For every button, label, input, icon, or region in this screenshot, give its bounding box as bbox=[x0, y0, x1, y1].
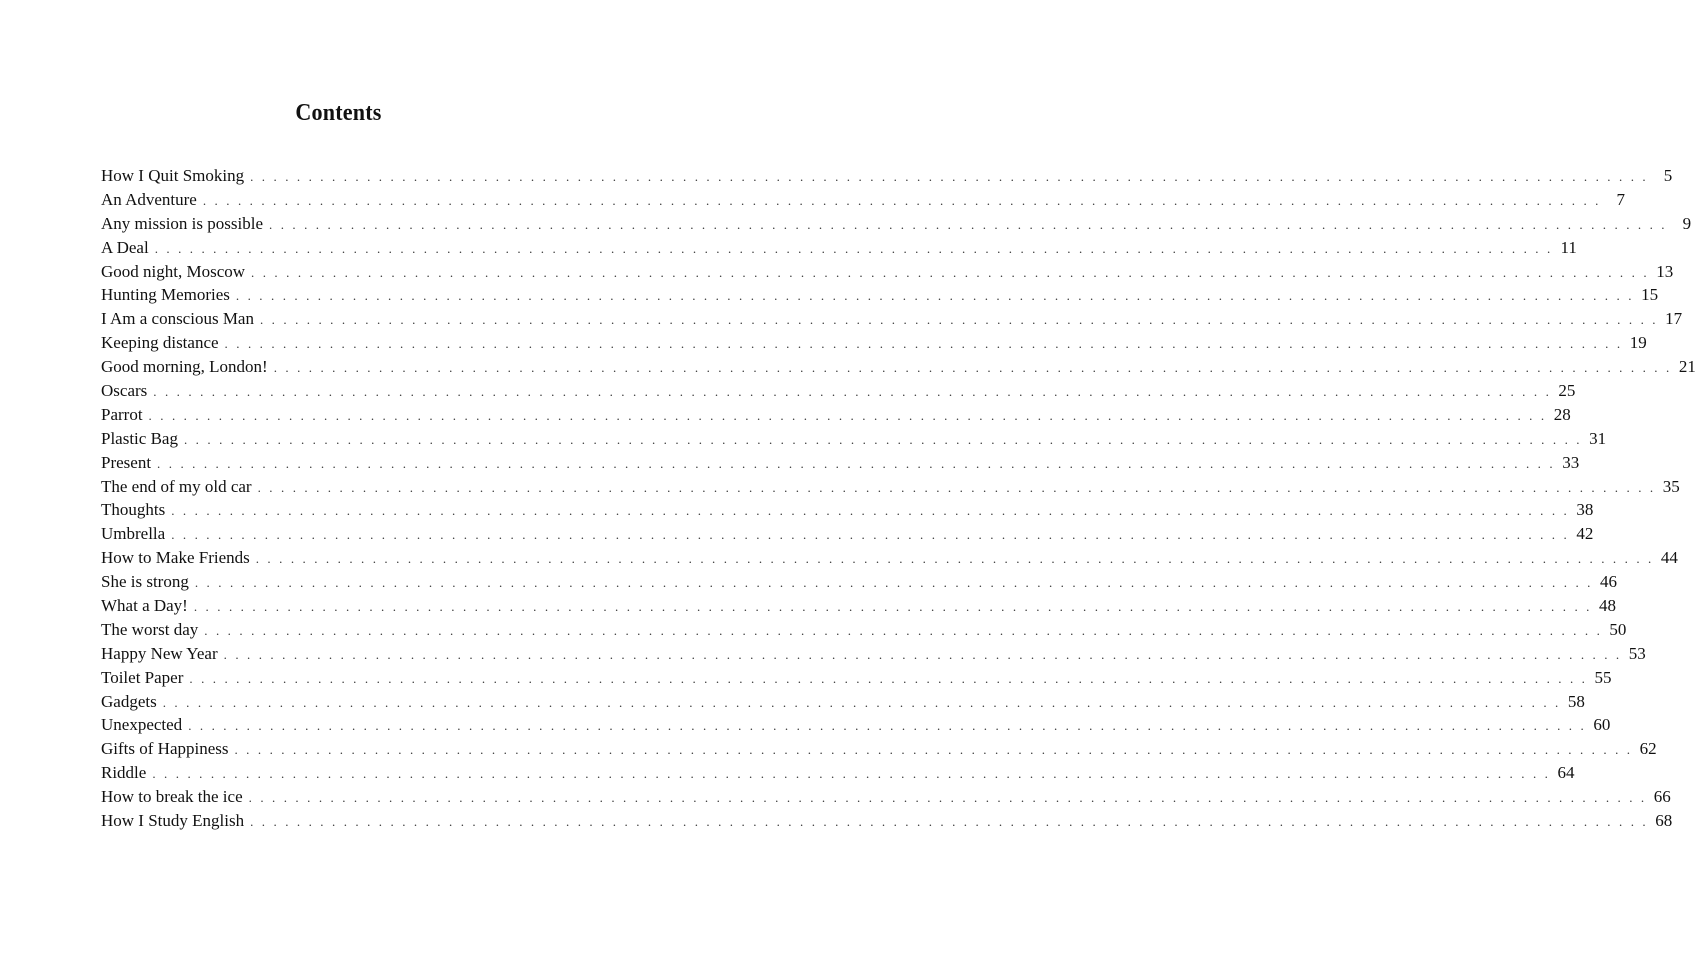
toc-entry bbox=[101, 283, 1659, 307]
toc-entry-title: How to break the ice bbox=[101, 787, 243, 807]
dot-leader: . . . . . . . . . . . . . . . . . . . . . . . . . . . . . . . . . . . . . . . . . . . . . . . . . . . . . . . . . . . . . . . . . . . . . . . . . . . . . . . . . . . . . . . . . . . . . . . . . . . . . . . . . . . . . . . . . . . . . . . . bbox=[224, 336, 1623, 352]
toc-entry bbox=[101, 355, 1696, 379]
toc-entry-page-number: 19 bbox=[1629, 333, 1647, 353]
dot-leader: . . . . . . . . . . . . . . . . . . . . . . . . . . . . . . . . . . . . . . . . . . . . . . . . . . . . . . . . . . . . . . . . . . . . . . . . . . . . . . . . . . . . . . . . . . . . . . . . . . . . . . . . . . . . . . . . . . . . . . . . bbox=[235, 288, 1635, 304]
toc-entry-title: Riddle bbox=[101, 763, 147, 783]
toc-entry bbox=[101, 164, 1673, 188]
toc-entry bbox=[101, 188, 1625, 212]
dot-leader: . . . . . . . . . . . . . . . . . . . . . . . . . . . . . . . . . . . . . . . . . . . . . . . . . . . . . . . . . . . . . . . . . . . . . . . . . . . . . . . . . . . . . . . . . . . . . . . . . . . . . . . . . . . . . . . . . . . . . . . . bbox=[148, 407, 1547, 423]
dot-leader: . . . . . . . . . . . . . . . . . . . . . . . . . . . . . . . . . . . . . . . . . . . . . . . . . . . . . . . . . . . . . . . . . . . . . . . . . . . . . . . . . . . . . . . . . . . . . . . . . . . . . . . . . . . . . . . . . . . . . . . . bbox=[153, 384, 1552, 400]
toc-entry-page-number: 31 bbox=[1589, 428, 1607, 448]
toc-entry-page-number: 9 bbox=[1682, 213, 1692, 233]
toc-entry-page-number: 68 bbox=[1655, 811, 1673, 831]
dot-leader: . . . . . . . . . . . . . . . . . . . . . . . . . . . . . . . . . . . . . . . . . . . . . . . . . . . . . . . . . . . . . . . . . . . . . . . . . . . . . . . . . . . . . . . . . . . . . . . . . . . . . . . . . . . . . . . . . . . . . . . . bbox=[189, 670, 1588, 686]
toc-entry bbox=[101, 594, 1616, 618]
dot-leader: . . . . . . . . . . . . . . . . . . . . . . . . . . . . . . . . . . . . . . . . . . . . . . . . . . . . . . . . . . . . . . . . . . . . . . . . . . . . . . . . . . . . . . . . . . . . . . . . . . . . . . . . . . . . . . . . . . . . . . . . bbox=[250, 169, 1649, 184]
dot-leader: . . . . . . . . . . . . . . . . . . . . . . . . . . . . . . . . . . . . . . . . . . . . . . . . . . . . . . . . . . . . . . . . . . . . . . . . . . . . . . . . . . . . . . . . . . . . . . . . . . . . . . . . . . . . . . . . . . . . . . . . bbox=[183, 431, 1583, 447]
dot-leader: . . . . . . . . . . . . . . . . . . . . . . . . . . . . . . . . . . . . . . . . . . . . . . . . . . . . . . . . . . . . . . . . . . . . . . . . . . . . . . . . . . . . . . . . . . . . . . . . . . . . . . . . . . . . . . . . . . . . . . . . bbox=[248, 790, 1647, 806]
dot-leader: . . . . . . . . . . . . . . . . . . . . . . . . . . . . . . . . . . . . . . . . . . . . . . . . . . . . . . . . . . . . . . . . . . . . . . . . . . . . . . . . . . . . . . . . . . . . . . . . . . . . . . . . . . . . . . . . . . . . . . . . bbox=[154, 240, 1553, 256]
toc-entry bbox=[101, 570, 1617, 594]
table-of-contents bbox=[101, 164, 1696, 833]
toc-entry-page-number: 66 bbox=[1653, 787, 1671, 807]
toc-entry-page-number: 38 bbox=[1576, 500, 1594, 520]
toc-entry bbox=[101, 761, 1575, 785]
toc-entry-page-number: 58 bbox=[1567, 691, 1585, 711]
dot-leader: . . . . . . . . . . . . . . . . . . . . . . . . . . . . . . . . . . . . . . . . . . . . . . . . . . . . . . . . . . . . . . . . . . . . . . . . . . . . . . . . . . . . . . . . . . . . . . . . . . . . . . . . . . . . . . . . . . . . . . . . bbox=[269, 216, 1668, 232]
toc-entry-title: The end of my old car bbox=[101, 476, 252, 496]
dot-leader: . . . . . . . . . . . . . . . . . . . . . . . . . . . . . . . . . . . . . . . . . . . . . . . . . . . . . . . . . . . . . . . . . . . . . . . . . . . . . . . . . . . . . . . . . . . . . . . . . . . . . . . . . . . . . . . . . . . . . . . . bbox=[273, 360, 1672, 376]
toc-entry-title: Oscars bbox=[101, 381, 148, 401]
toc-entry bbox=[101, 690, 1585, 714]
toc-entry bbox=[101, 522, 1594, 546]
dot-leader: . . . . . . . . . . . . . . . . . . . . . . . . . . . . . . . . . . . . . . . . . . . . . . . . . . . . . . . . . . . . . . . . . . . . . . . . . . . . . . . . . . . . . . . . . . . . . . . . . . . . . . . . . . . . . . . . . . . . . . . . bbox=[234, 742, 1633, 758]
toc-entry-title: Good morning, London! bbox=[101, 357, 268, 377]
dot-leader: . . . . . . . . . . . . . . . . . . . . . . . . . . . . . . . . . . . . . . . . . . . . . . . . . . . . . . . . . . . . . . . . . . . . . . . . . . . . . . . . . . . . . . . . . . . . . . . . . . . . . . . . . . . . . . . . . . . . . . . . bbox=[171, 527, 1570, 543]
dot-leader: . . . . . . . . . . . . . . . . . . . . . . . . . . . . . . . . . . . . . . . . . . . . . . . . . . . . . . . . . . . . . . . . . . . . . . . . . . . . . . . . . . . . . . . . . . . . . . . . . . . . . . . . . . . . . . . . . . . . . . . . bbox=[188, 718, 1587, 734]
dot-leader: . . . . . . . . . . . . . . . . . . . . . . . . . . . . . . . . . . . . . . . . . . . . . . . . . . . . . . . . . . . . . . . . . . . . . . . . . . . . . . . . . . . . . . . . . . . . . . . . . . . . . . . . . . . . . . . . . . . . . . . . bbox=[204, 622, 1603, 638]
toc-entry bbox=[101, 737, 1657, 761]
toc-entry-page-number: 60 bbox=[1593, 715, 1611, 735]
dot-leader: . . . . . . . . . . . . . . . . . . . . . . . . . . . . . . . . . . . . . . . . . . . . . . . . . . . . . . . . . . . . . . . . . . . . . . . . . . . . . . . . . . . . . . . . . . . . . . . . . . . . . . . . . . . . . . . . . . . . . . . . bbox=[259, 312, 1659, 328]
toc-entry bbox=[101, 809, 1673, 833]
dot-leader: . . . . . . . . . . . . . . . . . . . . . . . . . . . . . . . . . . . . . . . . . . . . . . . . . . . . . . . . . . . . . . . . . . . . . . . . . . . . . . . . . . . . . . . . . . . . . . . . . . . . . . . . . . . . . . . . . . . . . . . . bbox=[152, 766, 1551, 782]
toc-entry-title: What a Day! bbox=[101, 596, 188, 616]
toc-entry-title: A Deal bbox=[101, 237, 149, 257]
dot-leader: . . . . . . . . . . . . . . . . . . . . . . . . . . . . . . . . . . . . . . . . . . . . . . . . . . . . . . . . . . . . . . . . . . . . . . . . . . . . . . . . . . . . . . . . . . . . . . . . . . . . . . . . . . . . . . . . . . . . . . . . bbox=[202, 192, 1601, 208]
page-title: Contents bbox=[295, 100, 382, 127]
toc-entry-page-number: 25 bbox=[1558, 381, 1576, 401]
toc-entry-title: I Am a conscious Man bbox=[101, 309, 254, 329]
dot-leader: . . . . . . . . . . . . . . . . . . . . . . . . . . . . . . . . . . . . . . . . . . . . . . . . . . . . . . . . . . . . . . . . . . . . . . . . . . . . . . . . . . . . . . . . . . . . . . . . . . . . . . . . . . . . . . . . . . . . . . . . bbox=[157, 455, 1556, 471]
toc-entry-page-number: 5 bbox=[1663, 166, 1673, 185]
toc-entry-page-number: 55 bbox=[1594, 667, 1612, 687]
toc-entry-page-number: 33 bbox=[1562, 452, 1580, 472]
dot-leader: . . . . . . . . . . . . . . . . . . . . . . . . . . . . . . . . . . . . . . . . . . . . . . . . . . . . . . . . . . . . . . . . . . . . . . . . . . . . . . . . . . . . . . . . . . . . . . . . . . . . . . . . . . . . . . . . . . . . . . . . bbox=[251, 264, 1650, 280]
toc-entry bbox=[101, 307, 1683, 331]
dot-leader: . . . . . . . . . . . . . . . . . . . . . . . . . . . . . . . . . . . . . . . . . . . . . . . . . . . . . . . . . . . . . . . . . . . . . . . . . . . . . . . . . . . . . . . . . . . . . . . . . . . . . . . . . . . . . . . . . . . . . . . . bbox=[193, 599, 1592, 615]
toc-entry bbox=[101, 785, 1671, 809]
toc-entry bbox=[101, 498, 1594, 522]
toc-entry bbox=[101, 260, 1674, 284]
toc-entry bbox=[101, 618, 1627, 642]
toc-entry-page-number: 50 bbox=[1609, 619, 1627, 639]
toc-entry-title: Gadgets bbox=[101, 691, 157, 711]
toc-entry-page-number: 28 bbox=[1553, 404, 1571, 424]
toc-entry-title: Keeping distance bbox=[101, 333, 219, 353]
dot-leader: . . . . . . . . . . . . . . . . . . . . . . . . . . . . . . . . . . . . . . . . . . . . . . . . . . . . . . . . . . . . . . . . . . . . . . . . . . . . . . . . . . . . . . . . . . . . . . . . . . . . . . . . . . . . . . . . . . . . . . . . bbox=[255, 551, 1654, 567]
toc-entry bbox=[101, 331, 1647, 355]
toc-entry-title: Umbrella bbox=[101, 524, 166, 544]
toc-entry bbox=[101, 451, 1580, 475]
toc-entry-title: Present bbox=[101, 452, 152, 472]
dot-leader: . . . . . . . . . . . . . . . . . . . . . . . . . . . . . . . . . . . . . . . . . . . . . . . . . . . . . . . . . . . . . . . . . . . . . . . . . . . . . . . . . . . . . . . . . . . . . . . . . . . . . . . . . . . . . . . . . . . . . . . . bbox=[194, 575, 1593, 591]
toc-entry-title: She is strong bbox=[101, 572, 189, 592]
toc-entry-title: Plastic Bag bbox=[101, 428, 178, 448]
toc-entry-title: Parrot bbox=[101, 404, 143, 424]
toc-entry-page-number: 64 bbox=[1557, 763, 1575, 783]
toc-entry-title: Good night, Moscow bbox=[101, 261, 246, 281]
toc-entry-page-number: 21 bbox=[1678, 357, 1696, 377]
toc-entry-title: Happy New Year bbox=[101, 643, 218, 663]
toc-entry-page-number: 7 bbox=[1616, 189, 1625, 209]
toc-entry-title: How I Quit Smoking bbox=[101, 166, 245, 185]
toc-entry-page-number: 13 bbox=[1656, 261, 1674, 281]
dot-leader: . . . . . . . . . . . . . . . . . . . . . . . . . . . . . . . . . . . . . . . . . . . . . . . . . . . . . . . . . . . . . . . . . . . . . . . . . . . . . . . . . . . . . . . . . . . . . . . . . . . . . . . . . . . . . . . . . . . . . . . . bbox=[162, 694, 1561, 710]
toc-entry bbox=[101, 666, 1612, 690]
toc-entry-page-number: 62 bbox=[1639, 739, 1657, 759]
toc-entry-title: Unexpected bbox=[101, 715, 183, 735]
toc-entry-title: An Adventure bbox=[101, 189, 197, 209]
toc-entry-title: Hunting Memories bbox=[101, 285, 230, 305]
toc-entry bbox=[101, 427, 1607, 451]
toc-entry bbox=[101, 475, 1680, 499]
dot-leader: . . . . . . . . . . . . . . . . . . . . . . . . . . . . . . . . . . . . . . . . . . . . . . . . . . . . . . . . . . . . . . . . . . . . . . . . . . . . . . . . . . . . . . . . . . . . . . . . . . . . . . . . . . . . . . . . . . . . . . . . bbox=[250, 814, 1649, 830]
toc-entry bbox=[101, 546, 1678, 570]
toc-entry-title: Any mission is possible bbox=[101, 213, 263, 233]
toc-entry-title: Toilet Paper bbox=[101, 667, 184, 687]
toc-entry bbox=[101, 379, 1576, 403]
toc-entry-page-number: 48 bbox=[1599, 596, 1616, 616]
toc-entry-title: How to Make Friends bbox=[101, 548, 250, 568]
dot-leader: . . . . . . . . . . . . . . . . . . . . . . . . . . . . . . . . . . . . . . . . . . . . . . . . . . . . . . . . . . . . . . . . . . . . . . . . . . . . . . . . . . . . . . . . . . . . . . . . . . . . . . . . . . . . . . . . . . . . . . . . bbox=[171, 503, 1570, 519]
toc-entry-page-number: 17 bbox=[1665, 309, 1683, 329]
toc-entry-page-number: 35 bbox=[1662, 476, 1680, 496]
toc-entry bbox=[101, 212, 1692, 236]
toc-entry bbox=[101, 403, 1571, 427]
toc-entry-title: The worst day bbox=[101, 619, 199, 639]
toc-entry-title: How I Study English bbox=[101, 811, 245, 831]
toc-entry bbox=[101, 642, 1646, 666]
toc-entry-page-number: 11 bbox=[1560, 237, 1577, 257]
toc-entry-page-number: 53 bbox=[1628, 643, 1646, 663]
toc-entry-page-number: 46 bbox=[1600, 572, 1617, 592]
toc-entry-page-number: 15 bbox=[1641, 285, 1659, 305]
toc-entry bbox=[101, 713, 1611, 737]
dot-leader: . . . . . . . . . . . . . . . . . . . . . . . . . . . . . . . . . . . . . . . . . . . . . . . . . . . . . . . . . . . . . . . . . . . . . . . . . . . . . . . . . . . . . . . . . . . . . . . . . . . . . . . . . . . . . . . . . . . . . . . . bbox=[223, 646, 1622, 662]
toc-entry-page-number: 44 bbox=[1660, 548, 1678, 568]
dot-leader: . . . . . . . . . . . . . . . . . . . . . . . . . . . . . . . . . . . . . . . . . . . . . . . . . . . . . . . . . . . . . . . . . . . . . . . . . . . . . . . . . . . . . . . . . . . . . . . . . . . . . . . . . . . . . . . . . . . . . . . . bbox=[257, 479, 1656, 495]
toc-entry-title: Gifts of Happiness bbox=[101, 739, 229, 759]
toc-entry-title: Thoughts bbox=[101, 500, 166, 520]
toc-entry bbox=[101, 236, 1577, 260]
toc-entry-page-number: 42 bbox=[1576, 524, 1594, 544]
